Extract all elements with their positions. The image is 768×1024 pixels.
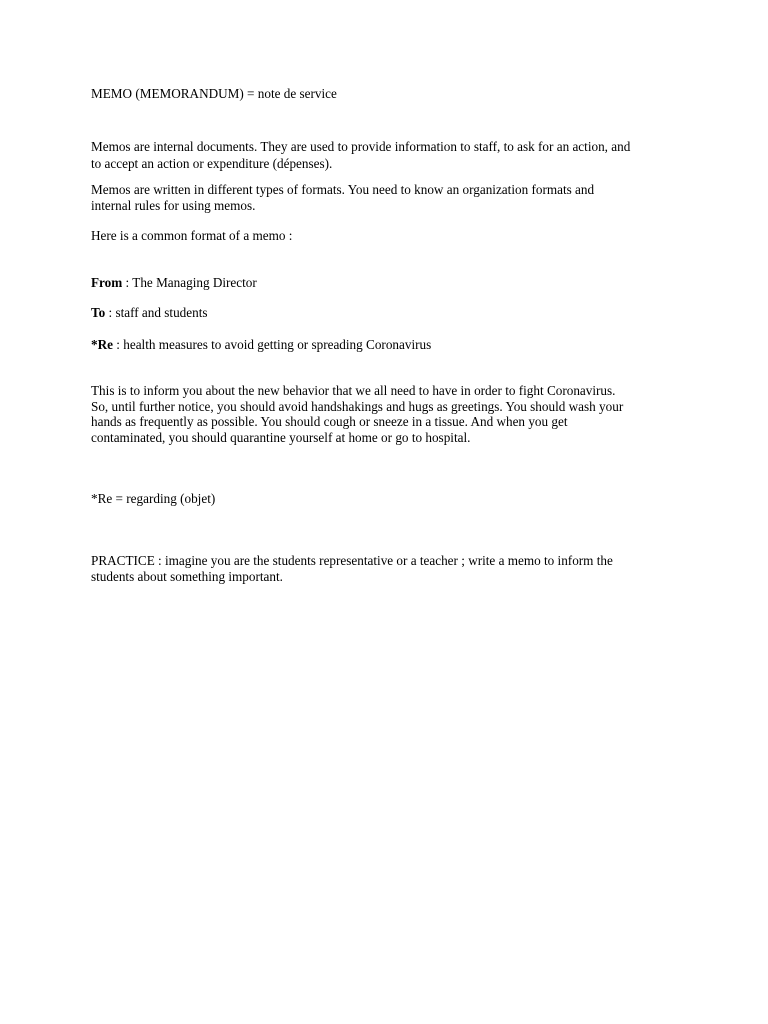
- memo-to-line: [91, 305, 691, 321]
- footnote: *Re = regarding (objet): [91, 491, 216, 506]
- memo-from-label: From: [91, 275, 123, 290]
- practice-line-2: students about something important.: [91, 568, 283, 584]
- practice-paragraph: [91, 553, 681, 584]
- memo-body: [91, 383, 681, 445]
- formats-line-2: internal rules for using memos.: [91, 197, 256, 213]
- intro-line-2: to accept an action or expenditure (dépenses).: [91, 155, 333, 171]
- memo-from-value: : The Managing Director: [122, 275, 257, 290]
- formats-line-1: Memos are written in different types of formats. You need to know an organization formats and: [91, 182, 595, 197]
- memo-re-label: *Re: [91, 337, 113, 352]
- memo-from-line: [91, 275, 691, 291]
- intro-line-1: Memos are internal documents. They are used to provide information to staff, to ask for an action, and: [91, 139, 631, 154]
- memo-to-value: : staff and students: [105, 305, 208, 320]
- memo-re-value: : health measures to avoid getting or spreading Coronavirus: [112, 337, 432, 352]
- memo-body-line-3: hands as frequently as possible. You should cough or sneeze in a tissue. And when you get: [91, 414, 568, 429]
- memo-to-label: To: [91, 305, 106, 320]
- memo-body-line-1: This is to inform you about the new behavior that we all need to have in order to fight Coronavirus.: [91, 383, 616, 398]
- formats-paragraph: [91, 182, 681, 213]
- memo-re-line: [91, 337, 691, 353]
- document-title: MEMO (MEMORANDUM) = note de service: [91, 86, 337, 101]
- format-intro: Here is a common format of a memo :: [91, 228, 293, 243]
- memo-body-line-2: So, until further notice, you should avoid handshakings and hugs as greetings. You should wash your: [91, 398, 624, 414]
- intro-paragraph: [91, 139, 681, 171]
- practice-line-1: PRACTICE : imagine you are the students representative or a teacher ; write a memo to inform the: [91, 553, 613, 568]
- memo-body-line-4: contaminated, you should quarantine yourself at home or go to hospital.: [91, 429, 471, 445]
